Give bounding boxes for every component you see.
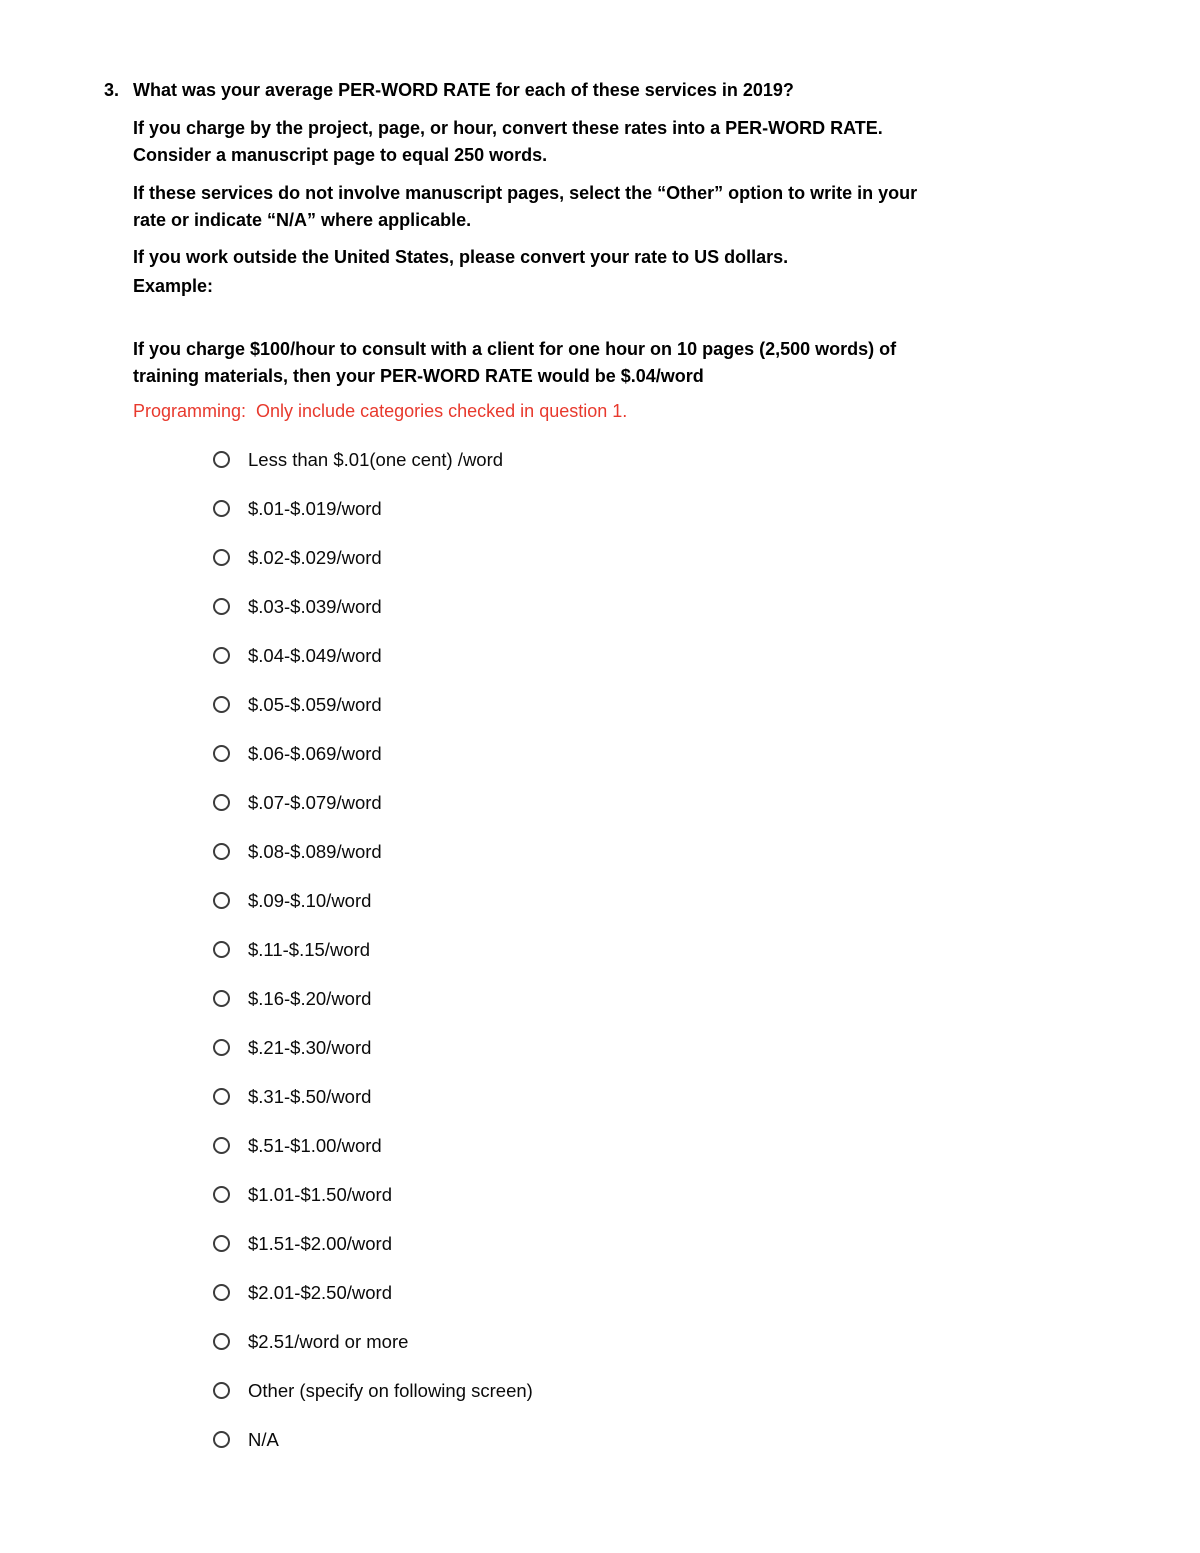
radio-button-icon[interactable] xyxy=(213,1333,230,1350)
radio-option[interactable] xyxy=(213,446,1200,473)
radio-option-label: $2.01-$2.50/word xyxy=(248,1282,392,1303)
radio-button-icon[interactable] xyxy=(213,892,230,909)
radio-button-icon[interactable] xyxy=(213,696,230,713)
instruction-line: training materials, then your PER-WORD RATE would be $.04/word xyxy=(133,366,704,386)
radio-option[interactable] xyxy=(213,642,1200,669)
instruction-line: Example: xyxy=(133,276,214,296)
radio-button-icon[interactable] xyxy=(213,1137,230,1154)
radio-option-label: $.21-$.30/word xyxy=(248,1037,372,1058)
radio-option[interactable] xyxy=(213,1083,1200,1110)
radio-button-icon[interactable] xyxy=(213,745,230,762)
radio-option[interactable] xyxy=(213,789,1200,816)
radio-option[interactable] xyxy=(213,838,1200,865)
instruction-line: If you charge by the project, page, or hour, convert these rates into a PER-WORD RATE. xyxy=(133,118,883,138)
radio-option-label: $2.51/word or more xyxy=(248,1331,409,1352)
radio-button-icon[interactable] xyxy=(213,1235,230,1252)
radio-option[interactable] xyxy=(213,593,1200,620)
radio-option[interactable] xyxy=(213,1377,1200,1404)
radio-option[interactable] xyxy=(213,495,1200,522)
radio-option[interactable] xyxy=(213,985,1200,1012)
radio-option[interactable] xyxy=(213,936,1200,963)
question-text: What was your average PER-WORD RATE for each of these services in 2019? xyxy=(133,80,794,100)
instruction-line: If these services do not involve manuscript pages, select the “Other” option to write in your xyxy=(133,183,918,203)
radio-option-label: $.07-$.079/word xyxy=(248,792,382,813)
radio-option-label: $1.51-$2.00/word xyxy=(248,1233,392,1254)
radio-button-icon[interactable] xyxy=(213,451,230,468)
radio-option[interactable] xyxy=(213,1181,1200,1208)
instruction-line: rate or indicate “N/A” where applicable. xyxy=(133,210,472,230)
radio-option-label: $.31-$.50/word xyxy=(248,1086,372,1107)
radio-button-icon[interactable] xyxy=(213,1284,230,1301)
radio-button-icon[interactable] xyxy=(213,843,230,860)
radio-button-icon[interactable] xyxy=(213,990,230,1007)
instruction-line: Consider a manuscript page to equal 250 words. xyxy=(133,145,548,165)
radio-option-label: $.11-$.15/word xyxy=(248,939,371,960)
question xyxy=(104,77,1200,104)
radio-option[interactable] xyxy=(213,1328,1200,1355)
radio-button-icon[interactable] xyxy=(213,1382,230,1399)
radio-option-label: $.01-$.019/word xyxy=(248,498,382,519)
radio-option-label: $1.01-$1.50/word xyxy=(248,1184,392,1205)
radio-option[interactable] xyxy=(213,1034,1200,1061)
radio-button-icon[interactable] xyxy=(213,1186,230,1203)
radio-option-label: Other (specify on following screen) xyxy=(248,1380,533,1401)
radio-button-icon[interactable] xyxy=(213,549,230,566)
question-number: 3. xyxy=(104,80,120,100)
radio-button-icon[interactable] xyxy=(213,794,230,811)
example-paragraph xyxy=(133,336,1200,390)
radio-button-icon[interactable] xyxy=(213,1039,230,1056)
radio-option-label: Less than $.01(one cent) /word xyxy=(248,449,504,470)
radio-option-label: $.03-$.039/word xyxy=(248,596,382,617)
radio-button-icon[interactable] xyxy=(213,1431,230,1448)
programming-note: Programming: Only include categories checked in question 1. xyxy=(133,401,628,421)
radio-option[interactable] xyxy=(213,1230,1200,1257)
instruction-line: If you charge $100/hour to consult with a client for one hour on 10 pages (2,500 words) of xyxy=(133,339,897,359)
options-list xyxy=(213,446,1200,1453)
radio-option-label: $.06-$.069/word xyxy=(248,743,382,764)
radio-option-label: $.05-$.059/word xyxy=(248,694,382,715)
radio-option-label: $.02-$.029/word xyxy=(248,547,382,568)
radio-button-icon[interactable] xyxy=(213,1088,230,1105)
radio-option-label: $.04-$.049/word xyxy=(248,645,382,666)
radio-option[interactable] xyxy=(213,887,1200,914)
radio-option[interactable] xyxy=(213,544,1200,571)
radio-option[interactable] xyxy=(213,691,1200,718)
instruction-paragraph xyxy=(133,115,1200,169)
radio-option-label: $.16-$.20/word xyxy=(248,988,372,1009)
radio-button-icon[interactable] xyxy=(213,941,230,958)
instruction-paragraph xyxy=(133,180,1200,234)
example-heading xyxy=(133,273,1200,300)
radio-option-label: N/A xyxy=(248,1429,279,1450)
radio-option[interactable] xyxy=(213,1132,1200,1159)
radio-option-label: $.08-$.089/word xyxy=(248,841,382,862)
radio-option-label: $.51-$1.00/word xyxy=(248,1135,382,1156)
radio-option[interactable] xyxy=(213,740,1200,767)
instruction-line: If you work outside the United States, please convert your rate to US dollars. xyxy=(133,247,789,267)
instruction-paragraph xyxy=(133,244,1200,271)
radio-button-icon[interactable] xyxy=(213,647,230,664)
radio-button-icon[interactable] xyxy=(213,500,230,517)
radio-option[interactable] xyxy=(213,1426,1200,1453)
radio-option[interactable] xyxy=(213,1279,1200,1306)
radio-button-icon[interactable] xyxy=(213,598,230,615)
radio-option-label: $.09-$.10/word xyxy=(248,890,372,911)
